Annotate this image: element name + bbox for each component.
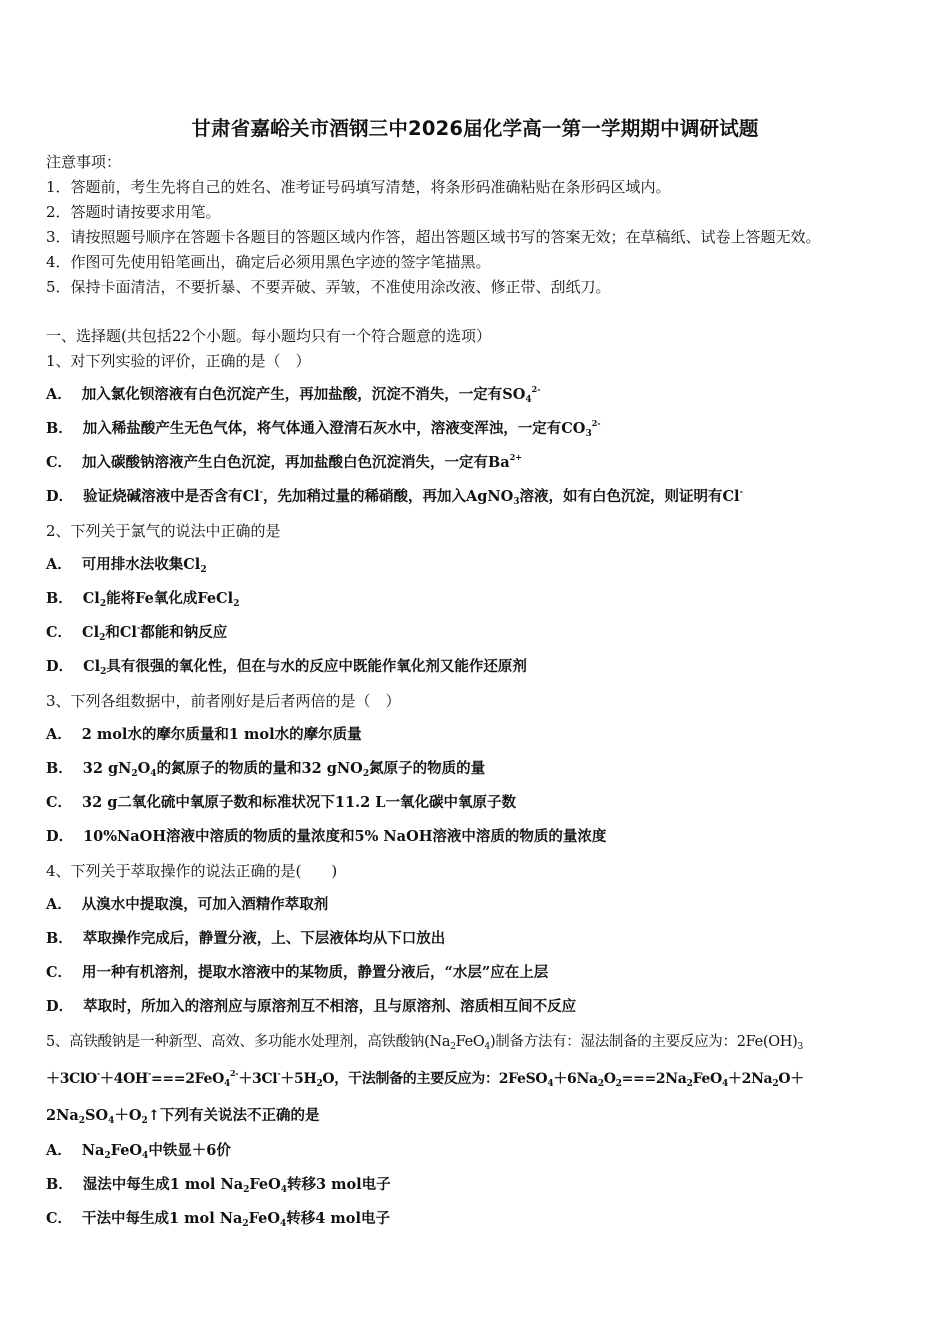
stem-text: ===2Na	[621, 1071, 687, 1087]
subscript: 4	[108, 1116, 115, 1126]
notice-item: 2．答题时请按要求用笔。	[46, 203, 221, 221]
subscript: 3	[585, 429, 592, 439]
superscript: 2-	[531, 384, 541, 394]
option-label: B．	[46, 420, 73, 437]
option-text: 和Cl	[105, 624, 137, 641]
option-text: 干法中每生成1 mol Na	[82, 1210, 243, 1227]
stem-text: 5、高铁酸钠是一种新型、高效、多功能水处理剂，高铁酸钠(Na	[46, 1034, 451, 1050]
subscript: 2	[131, 769, 138, 779]
question-stem	[46, 1032, 803, 1052]
option-text: 萃取时，所加入的溶剂应与原溶剂互不相溶，且与原溶剂、溶质相互间不反应	[83, 998, 577, 1015]
option-label: C．	[46, 964, 73, 981]
superscript: -	[739, 486, 743, 496]
stem-text: ＋O	[114, 1107, 142, 1124]
subscript: 2	[233, 599, 240, 609]
option-text: Cl	[83, 658, 101, 675]
notice-item: 3．请按照题号顺序在答题卡各题目的答题区域内作答，超出答题区域书写的答案无效；在草稿纸、试卷上答题无效。	[46, 228, 821, 246]
subscript: 4	[280, 1185, 288, 1195]
subscript: 2	[99, 599, 107, 609]
option-text: 具有很强的氧化性，但在与水的反应中既能作氧化剂又能作还原剂	[106, 658, 527, 675]
option-text: 加入碳酸钠溶液产生白色沉淀，再加盐酸白色沉淀消失，一定有Ba	[82, 454, 510, 471]
superscript: 2-	[591, 418, 601, 428]
option-text: 10%NaOH溶液中溶质的物质的量浓度和5% NaOH溶液中溶质的物质的量浓度	[83, 828, 607, 845]
option-b	[46, 1175, 391, 1195]
option-b	[46, 929, 445, 949]
option-a	[46, 725, 362, 745]
notice-item: 1．答题前，考生先将自己的姓名、准考证号码填写清楚，将条形码准确粘贴在条形码区域内。	[46, 178, 671, 196]
subscript: 4	[525, 395, 532, 405]
subscript: 2	[99, 633, 106, 643]
subscript: 2	[243, 1185, 250, 1195]
subscript: 2	[615, 1079, 622, 1089]
option-c	[46, 623, 227, 643]
option-label: B．	[46, 1176, 73, 1193]
stem-text: ＋3ClO	[46, 1071, 97, 1087]
option-c	[46, 1209, 390, 1229]
subscript: 2	[242, 1219, 249, 1229]
option-text: 中铁显＋6价	[148, 1142, 231, 1159]
option-text: FeO	[249, 1176, 281, 1193]
option-text: 可用排水法收集Cl	[81, 556, 201, 573]
option-text: 加入稀盐酸产生无色气体，将气体通入澄清石灰水中，溶液变浑浊，一定有CO	[82, 420, 586, 437]
subscript: 2	[450, 1042, 456, 1052]
section-heading: 一、选择题(共包括22个小题。每小题均只有一个符合题意的选项）	[46, 327, 491, 345]
option-text: Na	[81, 1142, 105, 1159]
option-text: 加入氯化钡溶液有白色沉淀产生，再加盐酸，沉淀不消失，一定有SO	[81, 386, 526, 403]
subscript: 4	[224, 1079, 231, 1089]
option-text: 转移3 mol电子	[287, 1176, 391, 1193]
option-label: B．	[46, 930, 73, 947]
option-text: 验证烧碱溶液中是否含有Cl	[83, 488, 260, 505]
question-stem: 2、下列关于氯气的说法中正确的是	[46, 522, 281, 540]
stem-text: O＋	[778, 1071, 804, 1087]
option-label: B．	[46, 760, 73, 777]
stem-text: )制备方法有：湿法制备的主要反应为：2Fe(OH)	[489, 1034, 798, 1050]
superscript: -	[136, 622, 141, 632]
superscript: -	[96, 1068, 100, 1078]
stem-text: ＋2Na	[727, 1071, 773, 1087]
question-stem: 3、下列各组数据中，前者刚好是后者两倍的是（ ）	[46, 692, 401, 710]
option-label: A．	[46, 1142, 72, 1159]
option-text: 转移4 mol电子	[286, 1210, 390, 1227]
stem-text: ＋3Cl	[238, 1071, 278, 1087]
stem-text: ＋6Na	[553, 1071, 598, 1087]
option-d	[46, 827, 606, 847]
stem-text: FeO	[692, 1071, 722, 1087]
option-label: A．	[46, 556, 72, 573]
stem-text: ＋4OH	[99, 1071, 148, 1087]
subscript: 4	[721, 1079, 728, 1089]
subscript: 2	[362, 769, 370, 779]
subscript: 2	[597, 1079, 604, 1089]
option-b	[46, 589, 239, 609]
option-label: D．	[46, 828, 74, 845]
option-text: 能将Fe氧化成FeCl	[106, 590, 234, 607]
option-d	[46, 657, 527, 677]
option-label: B．	[46, 590, 73, 607]
stem-text: 2Na	[46, 1107, 79, 1124]
question-stem: 1、对下列实验的评价，正确的是（ ）	[46, 352, 311, 370]
subscript: 2	[104, 1151, 111, 1161]
option-a	[46, 1141, 231, 1161]
subscript: 2	[141, 1116, 148, 1126]
option-text: 溶液，如有白色沉淀，则证明有Cl	[519, 488, 740, 505]
option-c	[46, 453, 522, 473]
option-label: A．	[46, 386, 72, 403]
option-text: 32 g二氧化硫中氧原子数和标准状况下11.2 L一氧化碳中氧原子数	[82, 794, 516, 811]
option-text: 2 mol水的摩尔质量和1 mol水的摩尔质量	[81, 726, 362, 743]
subscript: 4	[150, 769, 157, 779]
question-stem-continued	[46, 1106, 319, 1126]
option-label: D．	[46, 488, 74, 505]
option-b	[46, 759, 485, 779]
option-label: D．	[46, 998, 74, 1015]
superscript: -	[147, 1068, 151, 1078]
option-text: 用一种有机溶剂，提取水溶液中的某物质，静置分液后，“水层”应在上层	[82, 964, 549, 981]
subscript: 2	[200, 565, 207, 575]
question-stem-continued	[46, 1069, 804, 1089]
question-stem: 4、下列关于萃取操作的说法正确的是( )	[46, 862, 338, 880]
option-text: 从溴水中提取溴，可加入酒精作萃取剂	[81, 896, 329, 913]
subscript: 2	[316, 1079, 323, 1089]
option-label: C．	[46, 454, 73, 471]
option-a	[46, 895, 328, 915]
option-text: Cl	[82, 624, 100, 641]
option-label: C．	[46, 794, 73, 811]
superscript: 2+	[509, 452, 522, 462]
notice-heading: 注意事项：	[46, 153, 122, 171]
option-c	[46, 963, 548, 983]
option-text: ，先加稍过量的稀硝酸，再加入AgNO	[262, 488, 514, 505]
stem-text: ↑下列有关说法不正确的是	[147, 1107, 320, 1124]
notice-item: 4．作图可先使用铅笔画出，确定后必须用黑色字迹的签字笔描黑。	[46, 253, 491, 271]
option-text: O	[137, 760, 151, 777]
stem-text: O	[603, 1071, 616, 1087]
option-label: C．	[46, 1210, 73, 1227]
subscript: 2	[100, 667, 107, 677]
subscript: 4	[547, 1079, 554, 1089]
option-label: A．	[46, 726, 72, 743]
stem-text: O，干法制备的主要反应为：2FeSO	[322, 1071, 548, 1087]
option-b	[46, 419, 601, 439]
option-d	[46, 487, 743, 507]
option-c	[46, 793, 516, 813]
superscript: 2-	[230, 1068, 239, 1078]
option-text: FeO	[248, 1210, 281, 1227]
page-title: 甘肃省嘉峪关市酒钢三中2026届化学高一第一学期期中调研试题	[191, 117, 759, 140]
stem-text: SO	[85, 1107, 109, 1124]
option-a	[46, 385, 541, 405]
subscript: 2	[686, 1079, 693, 1089]
stem-text: ===2FeO	[150, 1071, 225, 1087]
option-text: 都能和钠反应	[140, 624, 228, 641]
option-label: D．	[46, 658, 74, 675]
subscript: 4	[280, 1219, 287, 1229]
subscript: 4	[484, 1042, 490, 1052]
option-label: C．	[46, 624, 73, 641]
option-text: Cl	[82, 590, 100, 607]
superscript: -	[277, 1068, 281, 1078]
option-text: 湿法中每生成1 mol Na	[82, 1176, 244, 1193]
subscript: 3	[513, 497, 520, 507]
notice-item: 5．保持卡面清洁，不要折暴、不要弄破、弄皱，不准使用涂改液、修正带、刮纸刀。	[46, 278, 611, 296]
option-text: 的氮原子的物质的量和32 gNO	[156, 760, 363, 777]
subscript: 4	[142, 1151, 149, 1161]
subscript: 2	[772, 1079, 779, 1089]
superscript: -	[259, 486, 263, 496]
option-label: A．	[46, 896, 72, 913]
option-a	[46, 555, 207, 575]
subscript: 2	[78, 1116, 86, 1126]
option-text: 萃取操作完成后，静置分液，上、下层液体均从下口放出	[82, 930, 446, 947]
option-text: 32 gN	[82, 760, 132, 777]
stem-text: ＋5H	[280, 1071, 317, 1087]
subscript: 3	[797, 1042, 803, 1052]
option-text: FeO	[110, 1142, 143, 1159]
stem-text: FeO	[455, 1034, 485, 1050]
option-d	[46, 997, 576, 1017]
option-text: 氮原子的物质的量	[369, 760, 486, 777]
